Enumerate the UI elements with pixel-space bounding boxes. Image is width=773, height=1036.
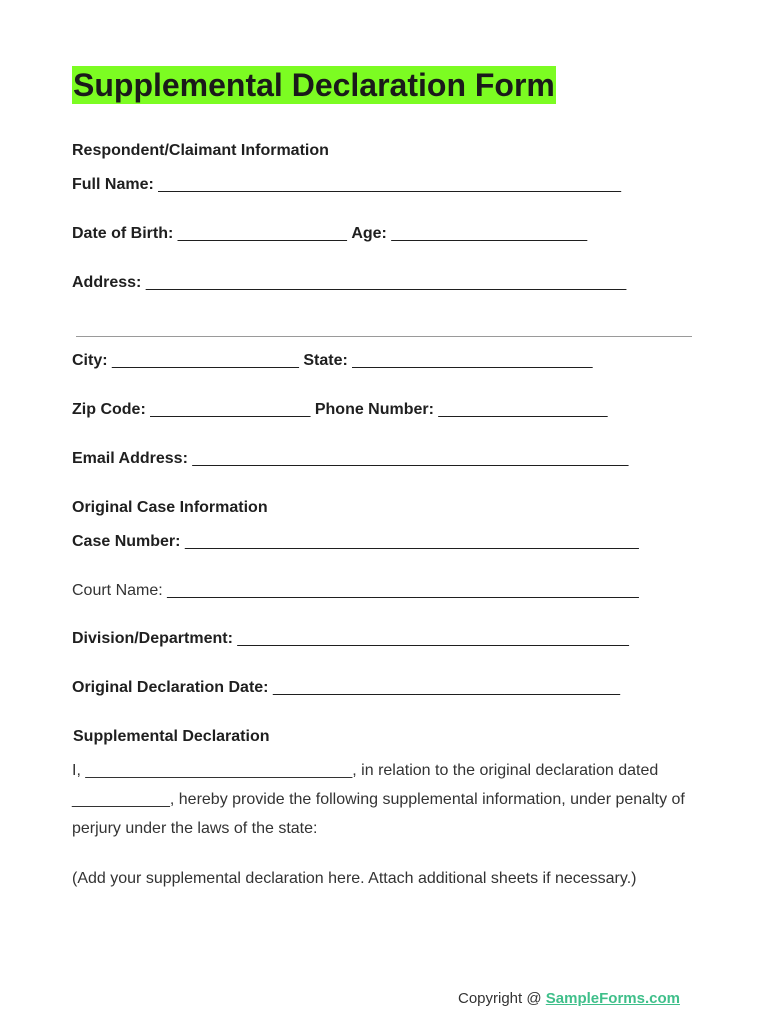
section-heading-original-case: Original Case Information: [72, 499, 268, 516]
section-heading-supplemental: Supplemental Declaration: [73, 728, 270, 745]
phone-blank[interactable]: ___________________: [438, 401, 608, 418]
court-name-field[interactable]: [72, 582, 639, 600]
brand-link[interactable]: SampleForms.com: [545, 990, 680, 1007]
declaration-note: (Add your supplemental declaration here. Attach additional sheets if necessary.): [72, 870, 637, 887]
page-title: Supplemental Declaration Form: [73, 67, 555, 103]
copyright-footer: [458, 990, 680, 1007]
address-second-line[interactable]: [76, 336, 692, 337]
age-label: Age:: [351, 225, 387, 242]
zip-label: Zip Code:: [72, 401, 146, 418]
email-field[interactable]: [72, 450, 628, 468]
division-blank[interactable]: ____________________________________________: [237, 630, 629, 647]
zip-phone-row: [72, 401, 608, 419]
section-heading-respondent: Respondent/Claimant Information: [72, 142, 329, 159]
state-blank[interactable]: ___________________________: [352, 352, 593, 369]
zip-blank[interactable]: __________________: [150, 401, 311, 418]
phone-label: Phone Number:: [314, 401, 434, 418]
declaration-line-1: I, ______________________________, in relation to the original declaration dated: [72, 762, 659, 779]
age-blank[interactable]: ______________________: [391, 225, 588, 242]
city-blank[interactable]: _____________________: [112, 352, 299, 369]
copyright-prefix: Copyright @: [458, 990, 546, 1007]
state-label: State:: [303, 352, 348, 369]
case-number-blank[interactable]: ___________________________________________________: [184, 533, 639, 550]
dob-label: Date of Birth:: [72, 225, 174, 242]
declaration-line-3: perjury under the laws of the state:: [72, 820, 318, 837]
dob-age-row: [72, 225, 587, 243]
original-date-blank[interactable]: _______________________________________: [272, 679, 620, 696]
case-number-label: Case Number:: [72, 533, 181, 550]
address-field[interactable]: [72, 274, 626, 292]
address-label: Address:: [72, 274, 142, 291]
court-name-label: Court Name:: [72, 582, 163, 599]
full-name-label: Full Name:: [72, 176, 154, 193]
full-name-field[interactable]: [72, 176, 621, 194]
dob-blank[interactable]: ___________________: [177, 225, 347, 242]
city-label: City:: [72, 352, 108, 369]
declaration-line-2: ___________, hereby provide the following supplemental information, under penalty of: [72, 791, 685, 808]
division-field[interactable]: [72, 630, 629, 648]
court-name-blank[interactable]: _____________________________________________________: [167, 582, 639, 599]
address-blank[interactable]: ______________________________________________________: [145, 274, 627, 291]
division-label: Division/Department:: [72, 630, 233, 647]
original-date-field[interactable]: [72, 679, 620, 697]
city-state-row: [72, 352, 593, 370]
full-name-blank[interactable]: ____________________________________________________: [158, 176, 621, 193]
original-date-label: Original Declaration Date:: [72, 679, 269, 696]
email-label: Email Address:: [72, 450, 188, 467]
email-blank[interactable]: _________________________________________________: [192, 450, 629, 467]
case-number-field[interactable]: [72, 533, 639, 551]
